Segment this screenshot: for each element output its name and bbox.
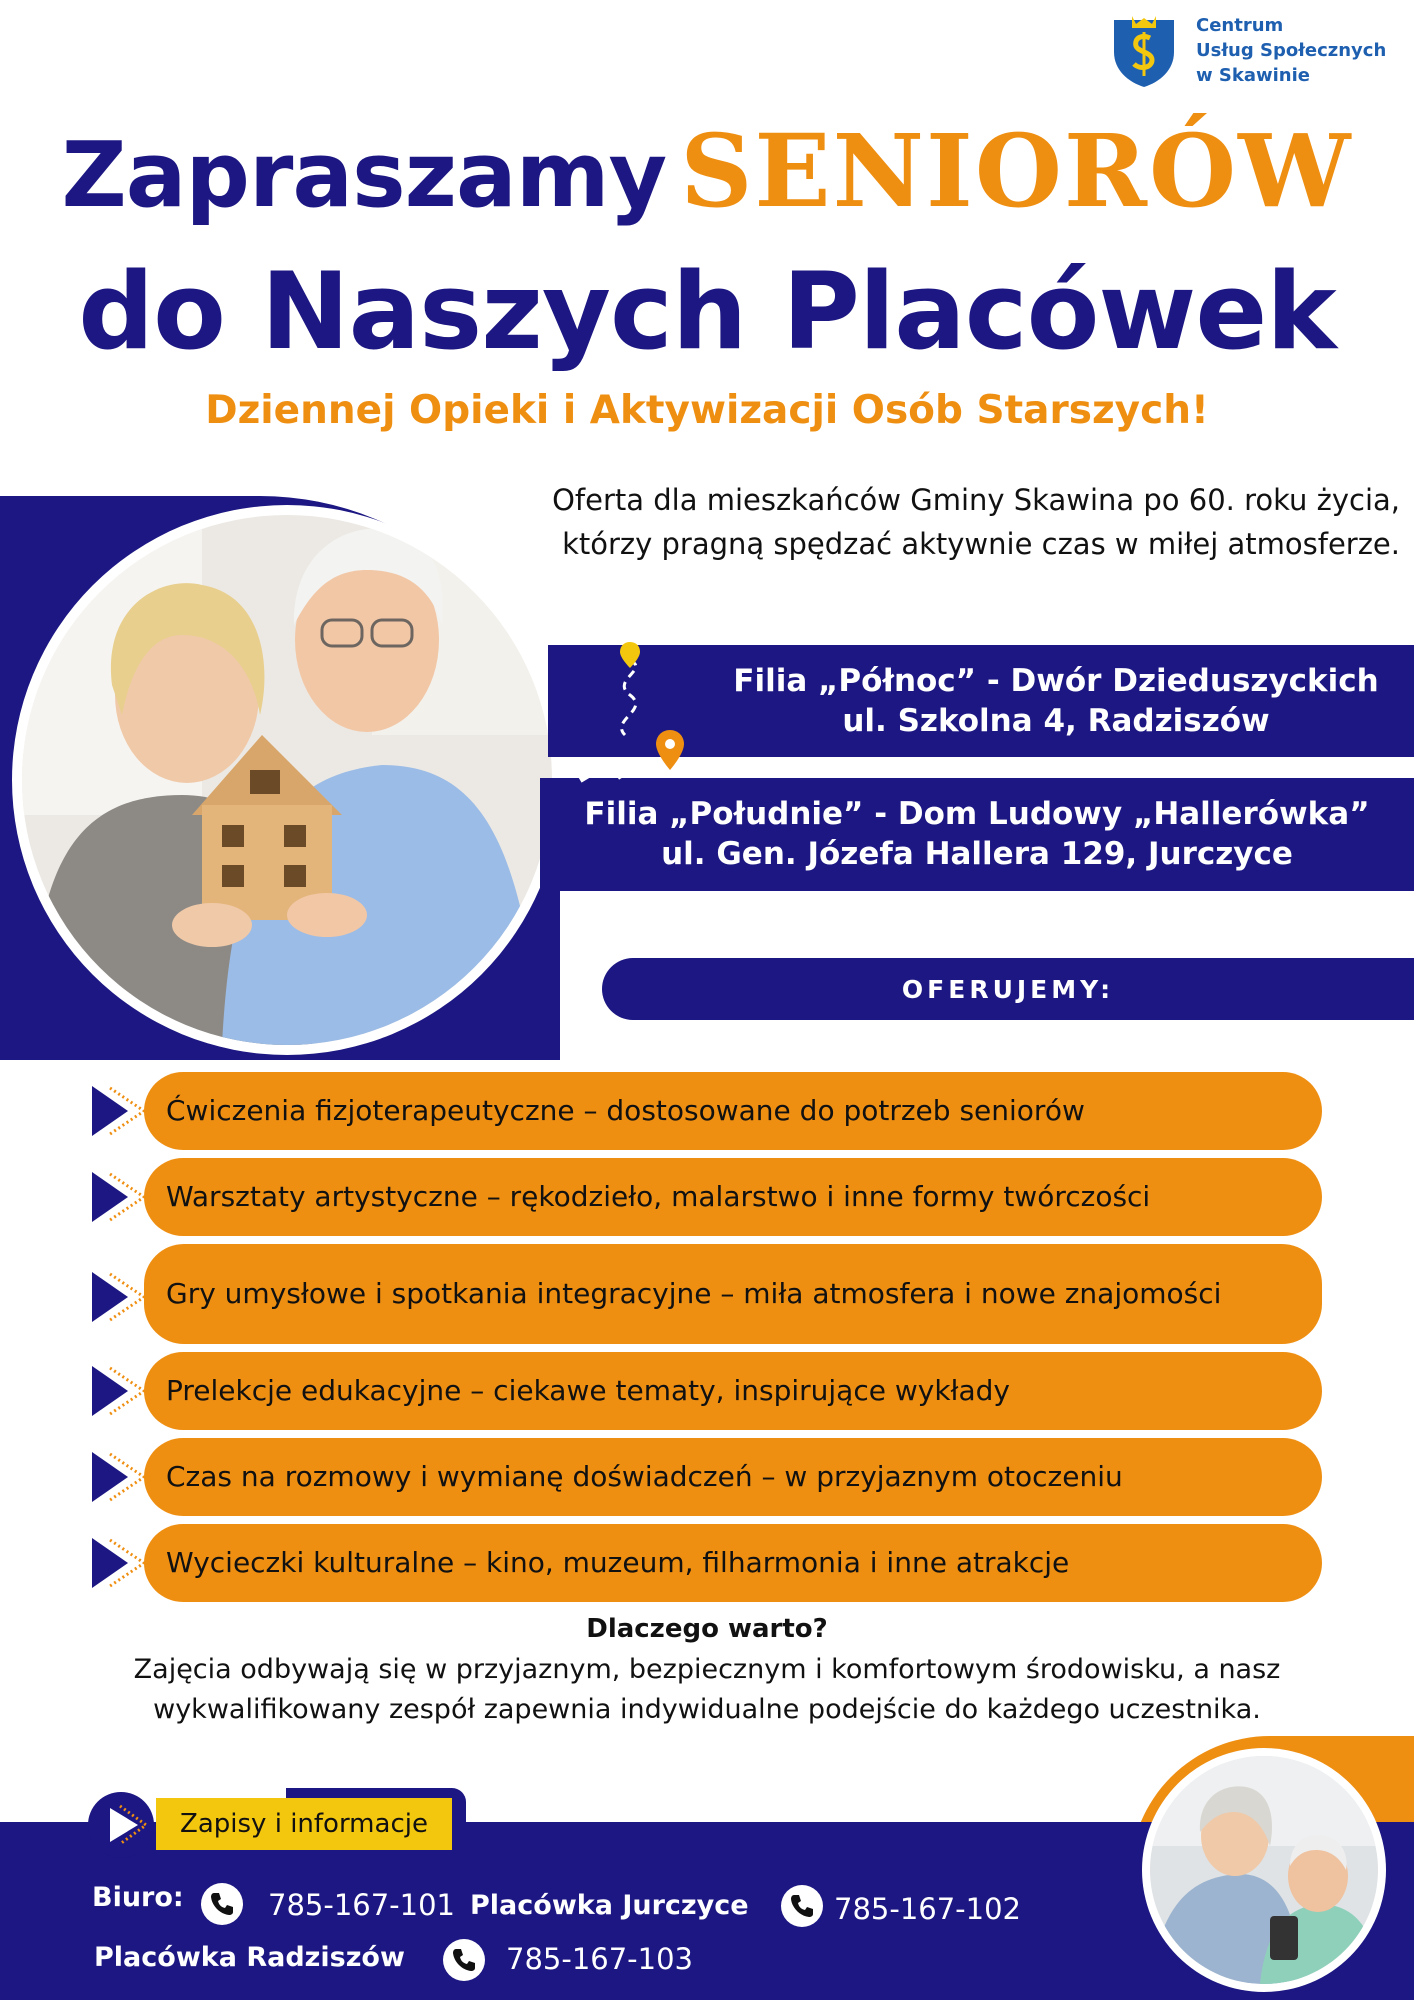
subtitle: Dziennej Opieki i Aktywizacji Osób Starszych! [205,388,1209,433]
offer-heading: OFERUJEMY: [602,958,1414,1020]
seniors-small-photo [1142,1748,1386,1992]
why-heading: Dlaczego warto? [586,1614,828,1644]
signup-info-label: Zapisy i informacje [156,1798,452,1850]
phone-icon [442,1938,486,1982]
senior-couple-with-phone-illustration [1150,1756,1378,1984]
location-south [540,778,1414,891]
headline-line-2: do Naszych Placówek [78,250,1336,373]
intro-text [440,478,1400,566]
location-south-name: Filia „Południe” - Dom Ludowy „Hallerówka” [584,796,1370,832]
arrow-play-icon [90,1270,146,1324]
phone-icon [780,1884,824,1928]
location-north-address: ul. Szkolna 4, Radziszów [842,703,1270,739]
logo-line-2: Usług Społecznych [1196,39,1387,61]
offer-item-text: Warsztaty artystyczne – rękodzieło, malarstwo i inne formy twórczości [144,1158,1322,1236]
contact-jurczyce-phone[interactable]: 785-167-102 [834,1892,1021,1926]
contact-jurczyce-label: Placówka Jurczyce [470,1890,749,1921]
intro-line-1: Oferta dla mieszkańców Gminy Skawina po 60. roku życia, [552,483,1400,517]
why-text: Zajęcia odbywają się w przyjaznym, bezpiecznym i komfortowym środowisku, a nasz wykwalifikowany zespół zapewnia indywidualne podejście do każdego uczestnika. [133,1654,1281,1725]
contact-office-label: Biuro: [92,1882,184,1913]
location-north-name: Filia „Północ” - Dwór Dzieduszyckich [733,663,1379,699]
arrow-play-icon [90,1364,146,1418]
offer-item-text: Wycieczki kulturalne – kino, muzeum, filharmonia i inne atrakcje [144,1524,1322,1602]
route-map-pin-icon [570,640,700,785]
arrow-play-icon [90,1084,146,1138]
offer-item-text: Ćwiczenia fizjoterapeutyczne – dostosowane do potrzeb seniorów [144,1072,1322,1150]
senior-couple-with-house-illustration [22,515,552,1045]
arrow-play-icon [90,1536,146,1590]
logo-line-3: w Skawinie [1196,64,1310,86]
arrow-play-icon [90,1450,146,1504]
seniors-photo [12,505,562,1055]
headline-part-1: Zapraszamy [61,123,667,228]
play-arrow-icon [86,1790,156,1860]
contact-office-phone[interactable]: 785-167-101 [268,1888,455,1922]
arrow-play-icon [90,1170,146,1224]
offer-item-text: Czas na rozmowy i wymianę doświadczeń – w przyjaznym otoczeniu [144,1438,1322,1516]
logo-line-1: Centrum [1196,14,1284,36]
intro-line-2: którzy pragną spędzać aktywnie czas w miłej atmosferze. [562,527,1400,561]
phone-icon [200,1882,244,1926]
headline-part-2: SENIORÓW [680,112,1353,230]
offer-item-text: Gry umysłowe i spotkania integracyjne – miła atmosfera i nowe znajomości [144,1244,1322,1344]
coat-of-arms-icon [1110,12,1178,88]
headline [0,112,1414,230]
contact-radziszow-label: Placówka Radziszów [94,1942,405,1973]
organization-logo [1110,12,1410,88]
location-south-address: ul. Gen. Józefa Hallera 129, Jurczyce [661,836,1293,872]
contact-radziszow-phone[interactable]: 785-167-103 [506,1942,693,1976]
offer-item-text: Prelekcje edukacyjne – ciekawe tematy, inspirujące wykłady [144,1352,1322,1430]
